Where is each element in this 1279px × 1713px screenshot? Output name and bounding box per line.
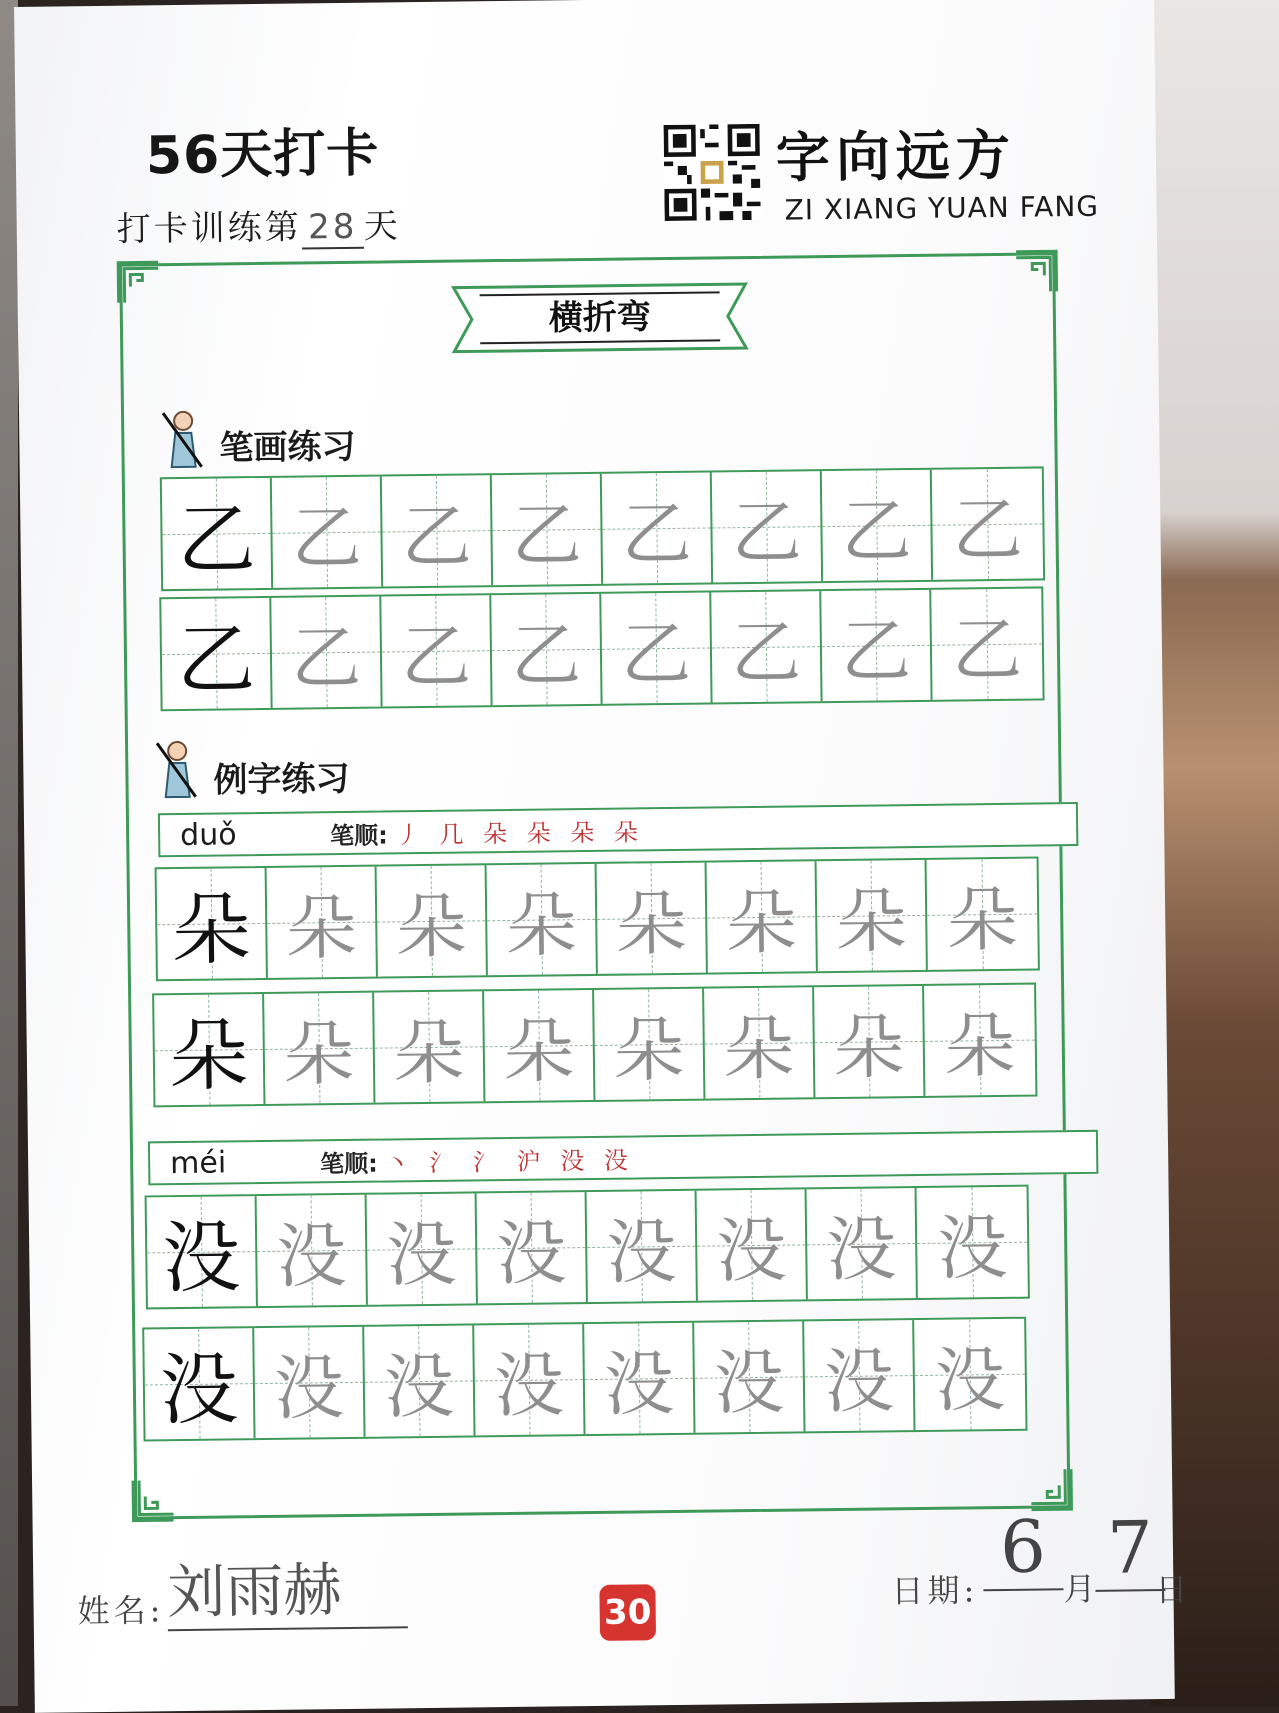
practice-cell[interactable] <box>367 1193 478 1304</box>
model-cell <box>162 478 273 589</box>
char-row <box>152 983 1037 1108</box>
day-unit: 日 <box>1155 1570 1188 1610</box>
handwritten-glyph: 乙 <box>620 612 692 696</box>
practice-cell[interactable] <box>932 468 1043 579</box>
model-cell <box>154 994 265 1105</box>
handwritten-glyph: 没 <box>715 1209 787 1292</box>
practice-cell[interactable] <box>814 986 925 1097</box>
model-glyph: 朵 <box>171 885 251 977</box>
practice-cell[interactable] <box>694 1321 805 1432</box>
page-title: 56天打卡 <box>145 123 380 187</box>
stroke-row <box>160 466 1045 591</box>
name-label: 姓名: <box>77 1591 165 1631</box>
handwritten-glyph: 没 <box>936 1206 1008 1290</box>
model-cell <box>157 868 268 979</box>
handwritten-glyph: 朵 <box>393 1011 465 1094</box>
corner-ornament-icon <box>116 260 161 305</box>
practice-cell[interactable] <box>272 477 383 588</box>
handwritten-glyph: 没 <box>385 1213 457 1297</box>
model-glyph: 乙 <box>177 495 257 587</box>
practice-cell[interactable] <box>594 989 705 1100</box>
corner-ornament-icon <box>1014 249 1059 294</box>
handwritten-glyph: 乙 <box>840 609 912 693</box>
char-row <box>145 1185 1030 1310</box>
practice-cell[interactable] <box>584 1323 695 1434</box>
practice-cell[interactable] <box>822 470 933 581</box>
pinyin-label: duǒ <box>179 816 237 853</box>
day-prefix: 打卡训练第 <box>116 207 303 250</box>
qr-code-icon <box>664 124 761 221</box>
practice-cell[interactable] <box>382 475 493 586</box>
handwritten-glyph: 没 <box>273 1346 345 1430</box>
handwritten-glyph: 乙 <box>400 614 472 698</box>
handwritten-glyph: 朵 <box>283 1012 355 1096</box>
handwritten-glyph: 朵 <box>615 882 687 966</box>
handwritten-glyph: 乙 <box>731 490 803 574</box>
practice-cell[interactable] <box>924 985 1035 1096</box>
practice-cell[interactable] <box>474 1324 585 1435</box>
char-row <box>155 857 1040 982</box>
month-unit: 月 <box>1063 1569 1096 1609</box>
practice-cell[interactable] <box>707 861 818 972</box>
handwritten-glyph: 乙 <box>290 616 362 700</box>
practice-cell[interactable] <box>492 474 603 585</box>
background-left <box>0 0 18 1706</box>
practice-cell[interactable] <box>712 471 823 582</box>
model-glyph: 没 <box>161 1213 241 1305</box>
handwritten-glyph: 没 <box>713 1341 785 1425</box>
worksheet-page <box>14 0 1188 1713</box>
practice-cell[interactable] <box>491 594 602 705</box>
handwritten-glyph: 乙 <box>621 492 693 576</box>
handwritten-glyph: 朵 <box>723 1007 795 1090</box>
handwritten-glyph: 没 <box>275 1214 347 1298</box>
handwritten-glyph: 乙 <box>401 494 473 578</box>
practice-cell[interactable] <box>477 1192 588 1303</box>
handwritten-glyph: 朵 <box>285 886 357 970</box>
practice-cell[interactable] <box>704 987 815 1098</box>
scholar-icon <box>161 409 206 470</box>
practice-cell[interactable] <box>927 859 1038 970</box>
day-value: 28 <box>302 207 365 250</box>
model-glyph: 没 <box>159 1345 239 1437</box>
handwritten-glyph: 朵 <box>835 879 907 963</box>
brand-logo-text: 字向远方 <box>775 122 1017 190</box>
practice-cell[interactable] <box>377 865 488 976</box>
handwritten-glyph: 乙 <box>510 613 582 697</box>
banner-label: 横折弯 <box>548 297 652 339</box>
stroke-order: 丶 氵 氵 沪 没 没 <box>385 1145 635 1178</box>
practice-cell[interactable] <box>697 1189 808 1300</box>
stroke-order-label: 笔顺: <box>320 1149 378 1178</box>
handwritten-glyph: 乙 <box>291 496 363 580</box>
practice-cell[interactable] <box>381 595 492 706</box>
handwritten-glyph: 朵 <box>833 1005 905 1089</box>
handwritten-glyph: 没 <box>934 1338 1006 1422</box>
model-glyph: 乙 <box>176 615 256 707</box>
handwritten-glyph: 朵 <box>725 880 797 964</box>
practice-cell[interactable] <box>817 860 928 971</box>
handwritten-glyph: 朵 <box>944 1004 1016 1088</box>
handwritten-glyph: 乙 <box>951 608 1023 692</box>
practice-cell[interactable] <box>917 1187 1028 1298</box>
model-cell <box>144 1328 255 1439</box>
handwritten-glyph: 乙 <box>730 610 802 694</box>
practice-cell[interactable] <box>257 1195 368 1306</box>
handwritten-glyph: 朵 <box>613 1008 685 1092</box>
handwritten-glyph: 乙 <box>952 488 1023 572</box>
stroke-order-label: 笔顺: <box>330 820 388 850</box>
handwritten-glyph: 没 <box>493 1343 565 1427</box>
practice-cell[interactable] <box>914 1319 1025 1430</box>
stroke-row <box>159 586 1044 711</box>
practice-cell[interactable] <box>931 588 1042 699</box>
practice-cell[interactable] <box>254 1327 365 1438</box>
handwritten-glyph: 朵 <box>946 878 1018 962</box>
date-day-value[interactable]: 7 <box>1094 1505 1165 1592</box>
handwritten-glyph: 没 <box>603 1342 675 1426</box>
model-glyph: 朵 <box>169 1011 249 1103</box>
day-counter <box>116 198 401 251</box>
brand-english: ZI XIANG YUAN FANG <box>784 189 1100 227</box>
scholar-icon <box>155 739 200 800</box>
char-row <box>142 1317 1027 1442</box>
practice-cell[interactable] <box>821 590 932 701</box>
practice-cell[interactable] <box>264 993 375 1104</box>
practice-cell[interactable] <box>807 1188 918 1299</box>
handwritten-glyph: 没 <box>825 1207 897 1291</box>
handwritten-glyph: 没 <box>605 1210 677 1294</box>
corner-ornament-icon <box>131 1478 176 1523</box>
handwritten-glyph: 没 <box>383 1345 455 1429</box>
practice-cell[interactable] <box>364 1325 475 1436</box>
practice-cell[interactable] <box>587 1191 698 1302</box>
page-number-badge: 30 <box>599 1584 656 1641</box>
day-suffix: 天 <box>363 206 401 247</box>
handwritten-glyph: 没 <box>823 1339 895 1423</box>
practice-cell[interactable] <box>711 591 822 702</box>
stroke-section-title: 笔画练习 <box>219 426 356 469</box>
handwritten-glyph: 朵 <box>395 885 467 968</box>
practice-cell[interactable] <box>804 1320 915 1431</box>
name-value[interactable]: 刘雨赫 <box>167 1542 408 1631</box>
date-month-value[interactable]: 6 <box>982 1504 1063 1591</box>
char-section-title: 例字练习 <box>213 758 350 801</box>
handwritten-glyph: 乙 <box>841 489 913 573</box>
model-cell <box>161 598 272 709</box>
practice-cell[interactable] <box>374 991 485 1102</box>
handwritten-glyph: 没 <box>495 1211 567 1295</box>
model-cell <box>147 1196 258 1307</box>
practice-cell[interactable] <box>484 990 595 1101</box>
handwritten-glyph: 朵 <box>503 1009 575 1093</box>
practice-cell[interactable] <box>271 597 382 708</box>
pinyin-label: méi <box>169 1144 227 1181</box>
date-label: 日期: <box>891 1571 979 1611</box>
stroke-order: 丿 几 朵 朵 朵 朵 <box>395 817 645 849</box>
practice-cell[interactable] <box>602 472 713 583</box>
handwritten-glyph: 朵 <box>505 883 577 967</box>
practice-cell[interactable] <box>601 592 712 703</box>
handwritten-glyph: 乙 <box>511 493 583 577</box>
practice-cell[interactable] <box>267 867 378 978</box>
practice-cell[interactable] <box>597 863 708 974</box>
practice-cell[interactable] <box>487 864 598 975</box>
